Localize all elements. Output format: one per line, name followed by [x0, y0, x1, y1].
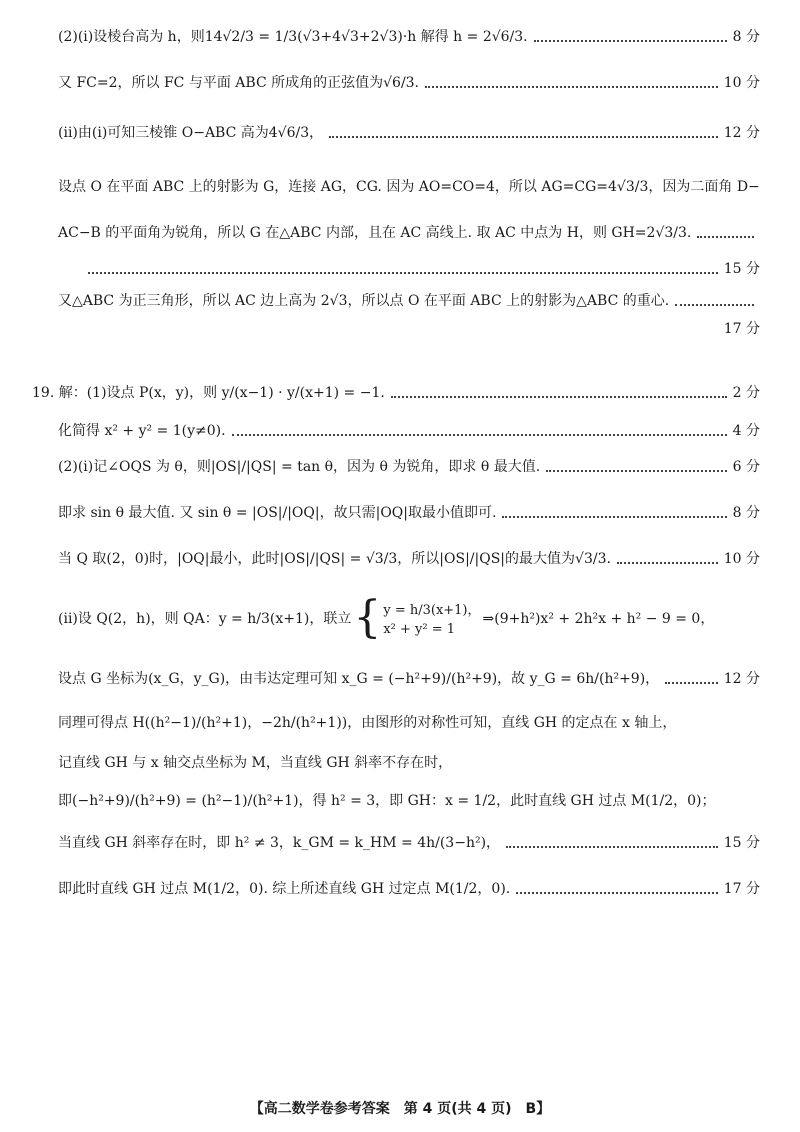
solution-text: (2)(ⅰ)记∠OQS 为 θ，则|OS|/|QS| = tan θ，因为 θ 为锐角，即求 θ 最大值.	[58, 459, 541, 475]
solution-text: 即(−h²+9)/(h²+9) = (h²−1)/(h²+1)，得 h² = 3，即 GH：x = 1/2，此时直线 GH 过点 M(1/2，0)；	[58, 793, 716, 809]
solution-text: (2)(ⅰ)设棱台高为 h，则14√2/3 = 1/3(√3+4√3+2√3)·h 解得 h = 2√6/3.	[58, 29, 528, 45]
solution-text: 记直线 GH 与 x 轴交点坐标为 M，当直线 GH 斜率不存在时，	[58, 755, 453, 771]
q18-line-2	[58, 72, 760, 92]
points-label: 2 分	[732, 385, 760, 401]
q19-line-12	[58, 878, 760, 898]
solution-text: ⇒(9+h²)x² + 2h²x + h² − 9 = 0，	[482, 611, 715, 627]
q18-line-5	[58, 222, 760, 242]
q18-line-1	[58, 26, 760, 46]
q19-line-10	[58, 790, 760, 810]
q19-line-7	[58, 668, 760, 688]
system-equation-1: y = h/3(x+1)，	[383, 603, 481, 618]
q18-line-3	[58, 122, 760, 142]
solution-text: 设点 O 在平面 ABC 上的射影为 G，连接 AG，CG. 因为 AO=CO=4，所以 AG=CG=4√3/3，因为二面角 D−	[58, 179, 760, 195]
points-label: 17 分	[723, 321, 760, 337]
dot-leader	[88, 271, 718, 274]
q18-line-7	[58, 290, 760, 310]
dot-leader	[534, 39, 727, 42]
system-equation-2: x² + y² = 1	[383, 622, 456, 637]
points-label: 17 分	[723, 881, 760, 897]
q19-line-3	[58, 456, 760, 476]
q19-line-9	[58, 752, 760, 772]
q18-line-8	[58, 318, 760, 338]
q19-line-5	[58, 548, 760, 568]
points-label: 10 分	[723, 551, 760, 567]
points-label: 4 分	[732, 423, 760, 439]
solution-text: 又 FC=2，所以 FC 与平面 ABC 所成角的正弦值为√6/3.	[58, 75, 420, 91]
q19-line-2	[58, 420, 760, 440]
points-label: 10 分	[723, 75, 760, 91]
solution-text: (ⅱ)由(ⅰ)可知三棱锥 O−ABC 高为4√6/3，	[58, 125, 324, 141]
solution-text: 19. 解：(1)设点 P(x，y)，则 y/(x−1) · y/(x+1) = −1.	[32, 385, 385, 401]
dot-leader	[391, 395, 727, 398]
dot-leader	[617, 561, 718, 564]
solution-text: 化简得 x² + y² = 1(y≠0).	[58, 423, 226, 439]
solution-text: AC−B 的平面角为锐角，所以 G 在△ABC 内部，且在 AC 高线上. 取 AC 中点为 H，则 GH=2√3/3.	[58, 225, 692, 241]
dot-leader	[329, 135, 718, 138]
dot-leader	[697, 235, 754, 238]
solution-text: 当 Q 取(2，0)时，|OQ|最小，此时|OS|/|QS| = √3/3，所以|OS|/|QS|的最大值为√3/3.	[58, 551, 611, 567]
solution-text: (ⅱ)设 Q(2，h)，则 QA：y = h/3(x+1)，联立	[58, 611, 352, 627]
q19-line-11	[58, 832, 760, 852]
q18-line-4	[58, 176, 760, 196]
points-label: 8 分	[732, 29, 760, 45]
q19-line-4	[58, 502, 760, 522]
q19-line-1	[32, 382, 760, 402]
equation-system	[353, 592, 481, 643]
points-label: 15 分	[723, 835, 760, 851]
dot-leader	[675, 303, 754, 306]
left-brace-icon: {	[353, 592, 382, 643]
dot-leader	[425, 85, 718, 88]
dot-leader	[232, 433, 727, 436]
q18-line-6	[58, 258, 760, 278]
points-label: 12 分	[723, 125, 760, 141]
points-label: 6 分	[732, 459, 760, 475]
solution-text: 即求 sin θ 最大值. 又 sin θ = |OS|/|OQ|，故只需|OQ|取最小值即可.	[58, 505, 497, 521]
dot-leader	[516, 891, 718, 894]
points-label: 12 分	[723, 671, 760, 687]
points-label: 8 分	[732, 505, 760, 521]
solution-text: 又△ABC 为正三角形，所以 AC 边上高为 2√3，所以点 O 在平面 ABC 上的射影为△ABC 的重心.	[58, 293, 670, 309]
solution-text: 即此时直线 GH 过点 M(1/2，0). 综上所述直线 GH 过定点 M(1/2，0).	[58, 881, 511, 897]
dot-leader	[506, 845, 718, 848]
q19-line-8	[58, 712, 760, 732]
solution-text: 当直线 GH 斜率存在时，即 h² ≠ 3，k_GM = k_HM = 4h/(3−h²)，	[58, 835, 501, 851]
solution-text: 设点 G 坐标为(x_G，y_G)，由韦达定理可知 x_G = (−h²+9)/(h²+9)，故 y_G = 6h/(h²+9)，	[58, 671, 660, 687]
page-footer: 【高二数学卷参考答案 第 4 页(共 4 页) B】	[249, 1101, 551, 1117]
q19-line-6	[58, 592, 760, 643]
points-label: 15 分	[723, 261, 760, 277]
solution-text: 同理可得点 H((h²−1)/(h²+1)，−2h/(h²+1))，由图形的对称性可知，直线 GH 的定点在 x 轴上，	[58, 715, 677, 731]
dot-leader	[665, 681, 718, 684]
dot-leader	[546, 469, 726, 472]
dot-leader	[502, 515, 726, 518]
